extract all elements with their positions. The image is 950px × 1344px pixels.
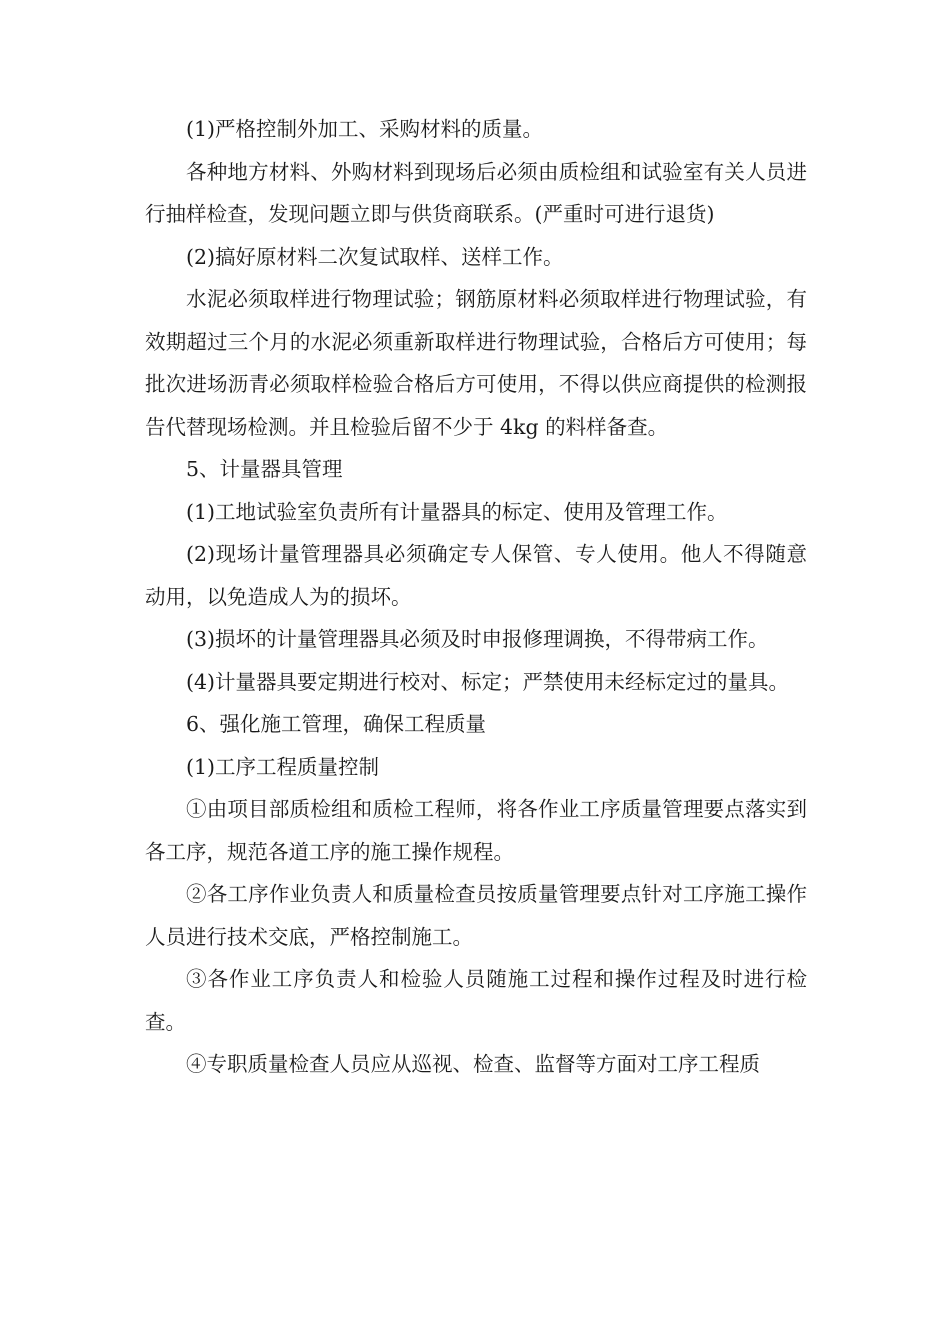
paragraph-process-quality-control: (1)工序工程质量控制: [186, 754, 380, 779]
body-text: [145, 108, 807, 1086]
paragraph-sampling-inspection: 各种地方材料、外购材料到现场后必须由质检组和试验室有关人员进行抽样检查，发现问题立即与供货商联系。(严重时可进行退货): [145, 159, 807, 226]
paragraph-retest-sampling: (2)搞好原材料二次复试取样、送样工作。: [186, 244, 564, 269]
paragraph-calibration: (4)计量器具要定期进行校对、标定；严禁使用未经标定过的量具。: [186, 669, 790, 694]
paragraph-item-4: ④专职质量检查人员应从巡视、检查、监督等方面对工序工程质: [186, 1052, 760, 1076]
paragraph-item-3: ③各作业工序负责人和检验人员随施工过程和操作过程及时进行检查。: [145, 967, 807, 1034]
paragraph-item-2: ②各工序作业负责人和质量检查员按质量管理要点针对工序施工操作人员进行技术交底，严格控制施工。: [145, 882, 807, 949]
paragraph-physical-tests: 水泥必须取样进行物理试验；钢筋原材料必须取样进行物理试验，有效期超过三个月的水泥必须重新取样进行物理试验，合格后方可使用；每批次进场沥青必须取样检验合格后方可使用，不得以供应商提供的检测报告代替现场检测。并且检验后留不少于 4kg 的料样备查。: [145, 287, 807, 439]
paragraph-repair-replacement: (3)损坏的计量管理器具必须及时申报修理调换，不得带病工作。: [186, 627, 769, 651]
paragraph-lab-responsibility: (1)工地试验室负责所有计量器具的标定、使用及管理工作。: [186, 499, 728, 524]
paragraph-item-1: ①由项目部质检组和质检工程师，将各作业工序质量管理要点落实到各工序，规范各道工序的施工操作规程。: [145, 797, 807, 864]
section-heading-measuring-instruments: 5、计量器具管理: [186, 457, 343, 481]
paragraph-dedicated-custody: (2)现场计量管理器具必须确定专人保管、专人使用。他人不得随意动用，以免造成人为的损坏。: [145, 542, 807, 609]
paragraph-material-quality: (1)严格控制外加工、采购材料的质量。: [186, 117, 544, 141]
section-heading-construction-management: 6、强化施工管理，确保工程质量: [186, 712, 487, 736]
